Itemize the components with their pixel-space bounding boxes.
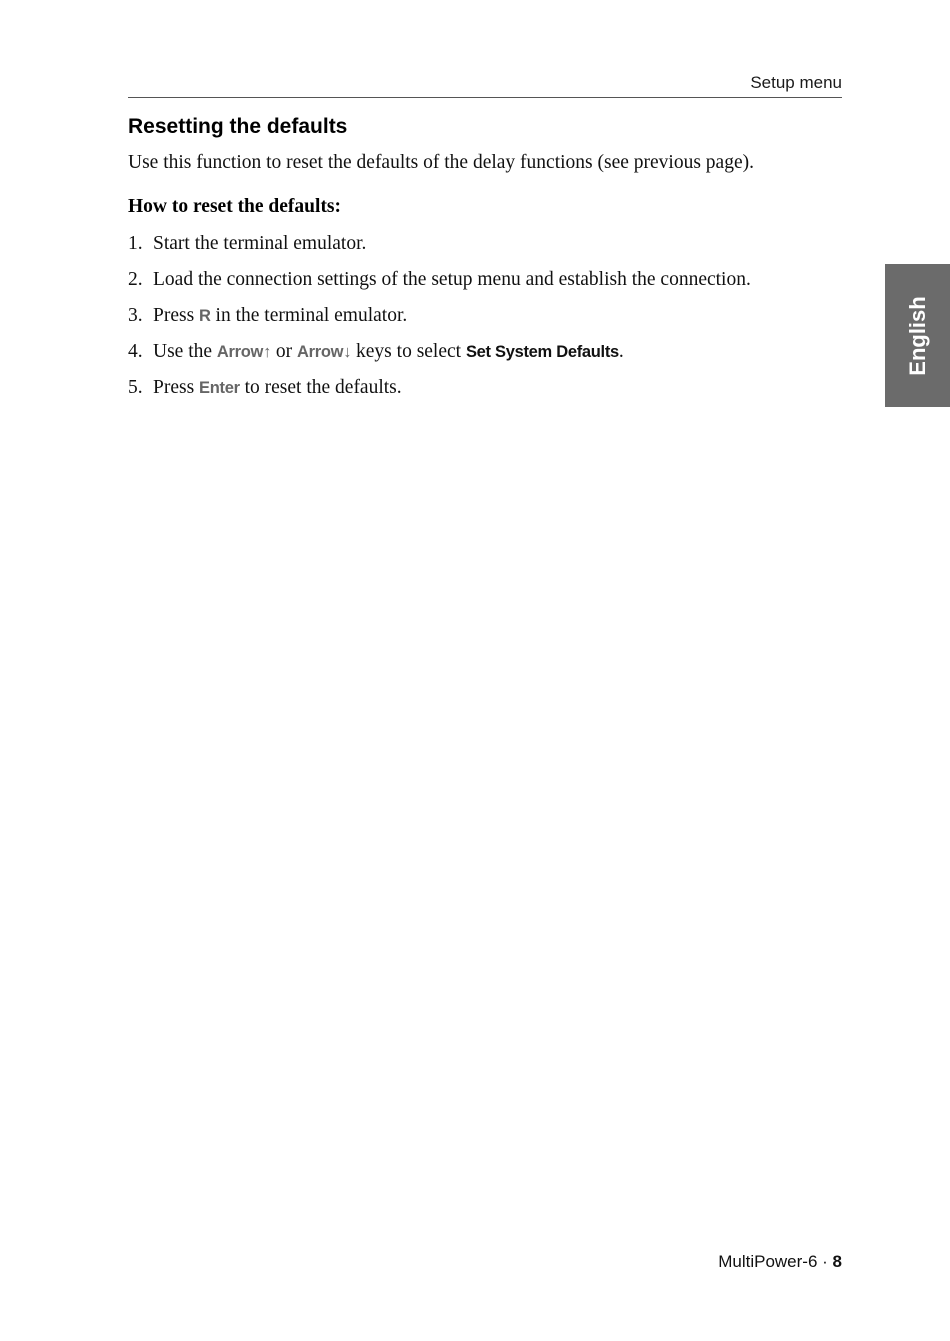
key-label: R xyxy=(199,307,211,325)
step-number: 4. xyxy=(128,341,143,362)
key-label: Arrow↑ xyxy=(216,343,272,361)
list-item xyxy=(128,338,842,374)
step-text-mid: keys to select xyxy=(351,341,466,362)
list-item xyxy=(128,374,842,410)
step-number: 1. xyxy=(128,233,143,254)
procedure-heading: How to reset the defaults: xyxy=(128,196,342,217)
step-number: 2. xyxy=(128,269,143,290)
step-text-pre: Press xyxy=(153,305,200,326)
language-tab xyxy=(885,264,950,407)
key-label: Arrow↓ xyxy=(297,343,352,361)
step-number: 3. xyxy=(128,305,143,326)
language-tab-label: English xyxy=(904,295,930,376)
step-text: Start the terminal emulator. xyxy=(153,233,367,254)
list-item xyxy=(128,266,842,302)
step-text-pre: Press xyxy=(153,377,200,398)
product-name: MultiPower-6 xyxy=(718,1252,818,1271)
intro-paragraph: Use this function to reset the defaults of the delay functions (see previous page). xyxy=(128,152,754,173)
step-text-post: to reset the defaults. xyxy=(239,377,402,398)
step-text-mid: or xyxy=(271,341,298,362)
page-footer xyxy=(718,1252,842,1272)
list-item xyxy=(128,302,842,338)
steps-list xyxy=(128,230,842,410)
header-divider xyxy=(128,97,842,98)
step-text-post: . xyxy=(618,341,624,362)
section-title: Resetting the defaults xyxy=(128,115,348,138)
menu-item-label: Set System Defaults xyxy=(465,343,619,361)
step-text-pre: Use the xyxy=(153,341,217,362)
step-text: Load the connection settings of the setup menu and establish the connection. xyxy=(153,269,751,290)
step-text-post: in the terminal emulator. xyxy=(210,305,408,326)
step-number: 5. xyxy=(128,377,143,398)
page-number: 8 xyxy=(832,1252,842,1271)
footer-separator: · xyxy=(817,1252,833,1271)
key-label: Enter xyxy=(199,379,240,397)
list-item xyxy=(128,230,842,266)
running-header: Setup menu xyxy=(750,73,842,92)
